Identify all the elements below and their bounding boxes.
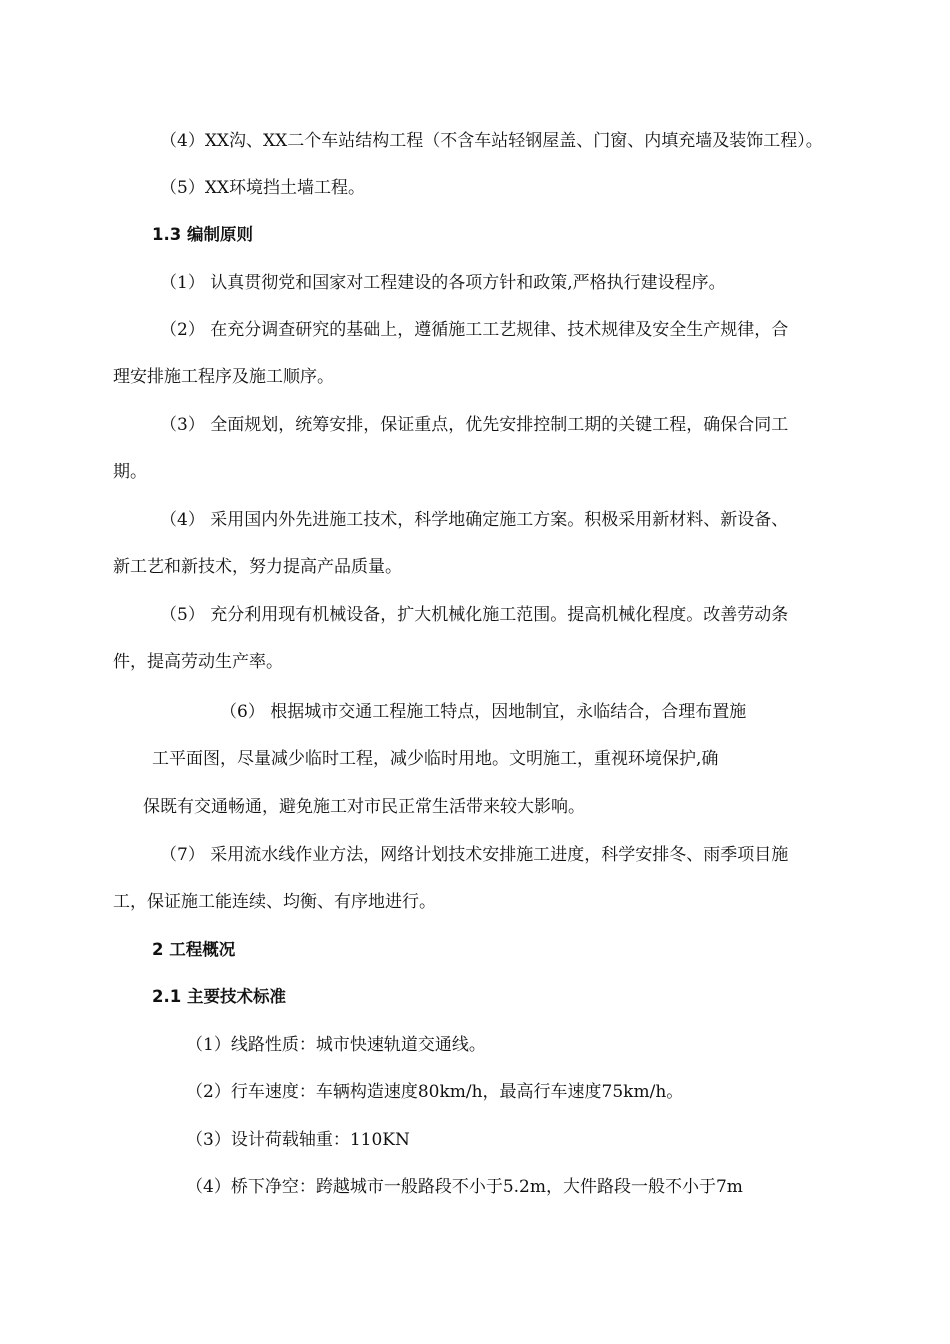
standard-2: （2）行车速度：车辆构造速度80km/h，最高行车速度75km/h。 — [186, 1082, 684, 1102]
text-line-scope-5: （5）XX环境挡土墙工程。 — [160, 178, 366, 198]
principle-3-line-1: （3） 全面规划，统筹安排，保证重点，优先安排控制工期的关键工程，确保合同工 — [160, 415, 789, 435]
text-line-scope-4: （4）XX沟、XX二个车站结构工程（不含车站轻钢屋盖、门窗、内填充墙及装饰工程）。 — [160, 131, 823, 151]
standard-1: （1）线路性质：城市快速轨道交通线。 — [186, 1035, 486, 1055]
standard-4: （4）桥下净空：跨越城市一般路段不小于5.2m，大件路段一般不小于7m — [186, 1177, 743, 1197]
principle-7-line-2: 工，保证施工能连续、均衡、有序地进行。 — [113, 892, 436, 912]
section-heading-2: 2 工程概况 — [152, 940, 236, 959]
principle-4-line-2: 新工艺和新技术，努力提高产品质量。 — [113, 557, 402, 577]
principle-5-line-2: 件，提高劳动生产率。 — [113, 652, 283, 672]
principle-5-line-1: （5） 充分利用现有机械设备，扩大机械化施工范围。提高机械化程度。改善劳动条 — [160, 605, 789, 625]
principle-7-line-1: （7） 采用流水线作业方法，网络计划技术安排施工进度，科学安排冬、雨季项目施 — [160, 845, 789, 865]
principle-3-line-2: 期。 — [113, 462, 147, 482]
principle-6-line-2: 工平面图，尽量减少临时工程，减少临时用地。文明施工，重视环境保护,确 — [152, 749, 719, 769]
section-heading-2-1: 2.1 主要技术标准 — [152, 987, 286, 1006]
principle-2-line-1: （2） 在充分调查研究的基础上，遵循施工工艺规律、技术规律及安全生产规律，合 — [160, 320, 789, 340]
principle-4-line-1: （4） 采用国内外先进施工技术，科学地确定施工方案。积极采用新材料、新设备、 — [160, 510, 789, 530]
section-heading-1-3: 1.3 编制原则 — [152, 225, 253, 244]
principle-1: （1） 认真贯彻党和国家对工程建设的各项方针和政策,严格执行建设程序。 — [160, 273, 726, 293]
principle-6-line-1: （6） 根据城市交通工程施工特点，因地制宜，永临结合，合理布置施 — [220, 702, 747, 722]
standard-3: （3）设计荷载轴重：110KN — [186, 1130, 410, 1150]
principle-2-line-2: 理安排施工程序及施工顺序。 — [113, 367, 334, 387]
principle-6-line-3: 保既有交通畅通，避免施工对市民正常生活带来较大影响。 — [143, 797, 585, 817]
